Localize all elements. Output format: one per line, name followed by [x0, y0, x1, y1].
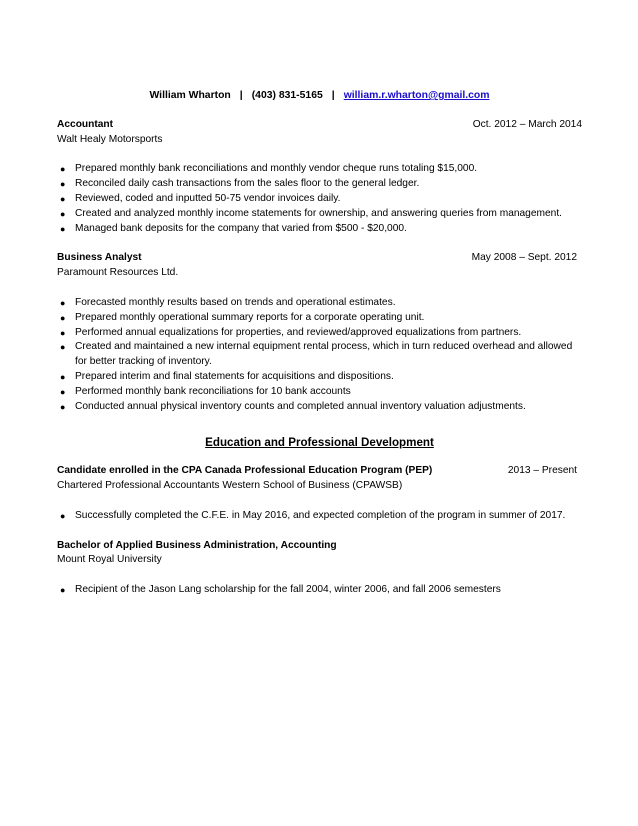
job-entry-accountant	[57, 118, 582, 237]
email-link[interactable]: william.r.wharton@gmail.com	[343, 90, 490, 101]
job-dates: May 2008 – Sept. 2012	[471, 252, 577, 264]
job-employer: Paramount Resources Ltd.	[57, 267, 179, 279]
duty-text: Prepared monthly operational summary reports for a corporate operating unit.	[75, 311, 425, 323]
bullet-icon: ●	[60, 297, 66, 308]
phone-number: (403) 831-5165	[251, 90, 323, 101]
bullet-icon: ●	[60, 208, 66, 219]
job-role-row	[57, 118, 582, 133]
bullet-icon: ●	[60, 401, 66, 412]
list-item	[57, 311, 582, 326]
bullet-icon: ●	[60, 386, 66, 397]
education-entry-cpa	[57, 464, 582, 523]
job-employer: Walt Healy Motorsports	[57, 133, 163, 145]
program-title: Bachelor of Applied Business Administration, Accounting	[57, 539, 337, 551]
education-program-row	[57, 464, 582, 479]
job-title: Business Analyst	[57, 252, 142, 264]
bullet-icon: ●	[60, 164, 66, 175]
duty-text: Forecasted monthly results based on trends and operational estimates.	[75, 296, 396, 308]
education-notes-list	[57, 509, 582, 524]
bullet-icon: ●	[60, 342, 66, 353]
institution-name: Chartered Professional Accountants Western School of Business (CPAWSB)	[57, 479, 403, 491]
education-program-row	[57, 539, 582, 554]
duty-text: Performed annual equalizations for properties, and reviewed/approved equalizations from partners.	[75, 326, 522, 338]
list-item	[57, 340, 582, 370]
note-text: Recipient of the Jason Lang scholarship for the fall 2004, winter 2006, and fall 2006 semesters	[75, 584, 501, 596]
bullet-icon: ●	[60, 193, 66, 204]
section-title-education: Education and Professional Development	[205, 436, 434, 450]
list-item	[57, 370, 582, 385]
contact-header	[57, 89, 582, 104]
duty-text: Created and analyzed monthly income statements for ownership, and answering queries from management.	[75, 207, 562, 219]
job-dates: Oct. 2012 – March 2014	[472, 118, 582, 130]
bullet-icon: ●	[60, 327, 66, 338]
list-item	[57, 326, 582, 341]
list-item	[57, 192, 582, 207]
bullet-icon: ●	[60, 223, 66, 234]
duty-text: Prepared interim and final statements for acquisitions and dispositions.	[75, 370, 394, 382]
job-entry-business-analyst	[57, 251, 582, 414]
job-role-row	[57, 251, 582, 266]
list-item	[57, 222, 582, 237]
bullet-icon: ●	[60, 312, 66, 323]
bullet-icon: ●	[60, 585, 66, 596]
duty-text: Managed bank deposits for the company that varied from $500 - $20,000.	[75, 222, 407, 234]
duty-text: Performed monthly bank reconciliations for 10 bank accounts	[75, 385, 351, 397]
duty-text: Prepared monthly bank reconciliations and monthly vendor cheque runs totaling $15,000.	[75, 163, 478, 175]
bullet-icon: ●	[60, 179, 66, 190]
program-dates: 2013 – Present	[507, 465, 577, 477]
note-text: Successfully completed the C.F.E. in May 2016, and expected completion of the program in summer of 2017.	[75, 509, 566, 521]
candidate-name: William Wharton	[149, 90, 231, 101]
education-notes-list	[57, 583, 582, 598]
program-title: Candidate enrolled in the CPA Canada Professional Education Program (PEP)	[57, 465, 433, 477]
duty-text: Reviewed, coded and inputted 50-75 vendor invoices daily.	[75, 192, 341, 204]
list-item	[57, 296, 582, 311]
education-entry-bachelor	[57, 539, 582, 598]
institution-name: Mount Royal University	[57, 554, 162, 566]
job-duties-list	[57, 296, 582, 414]
bullet-icon: ●	[60, 510, 66, 521]
header-separator: |	[239, 90, 243, 101]
list-item	[57, 177, 582, 192]
list-item	[57, 509, 582, 524]
list-item	[57, 583, 582, 598]
duty-text: Reconciled daily cash transactions from the sales floor to the general ledger.	[75, 178, 420, 190]
list-item	[57, 385, 582, 400]
list-item	[57, 400, 582, 415]
duty-text: Created and maintained a new internal equipment rental process, which in turn reduced overhead and allowed for better tracking of inventory.	[75, 341, 573, 368]
duty-text: Conducted annual physical inventory counts and completed annual inventory valuation adjustments.	[75, 400, 526, 412]
list-item	[57, 162, 582, 177]
job-duties-list	[57, 162, 582, 236]
bullet-icon: ●	[60, 371, 66, 382]
header-separator: |	[331, 90, 335, 101]
job-title: Accountant	[57, 118, 114, 130]
list-item	[57, 207, 582, 222]
